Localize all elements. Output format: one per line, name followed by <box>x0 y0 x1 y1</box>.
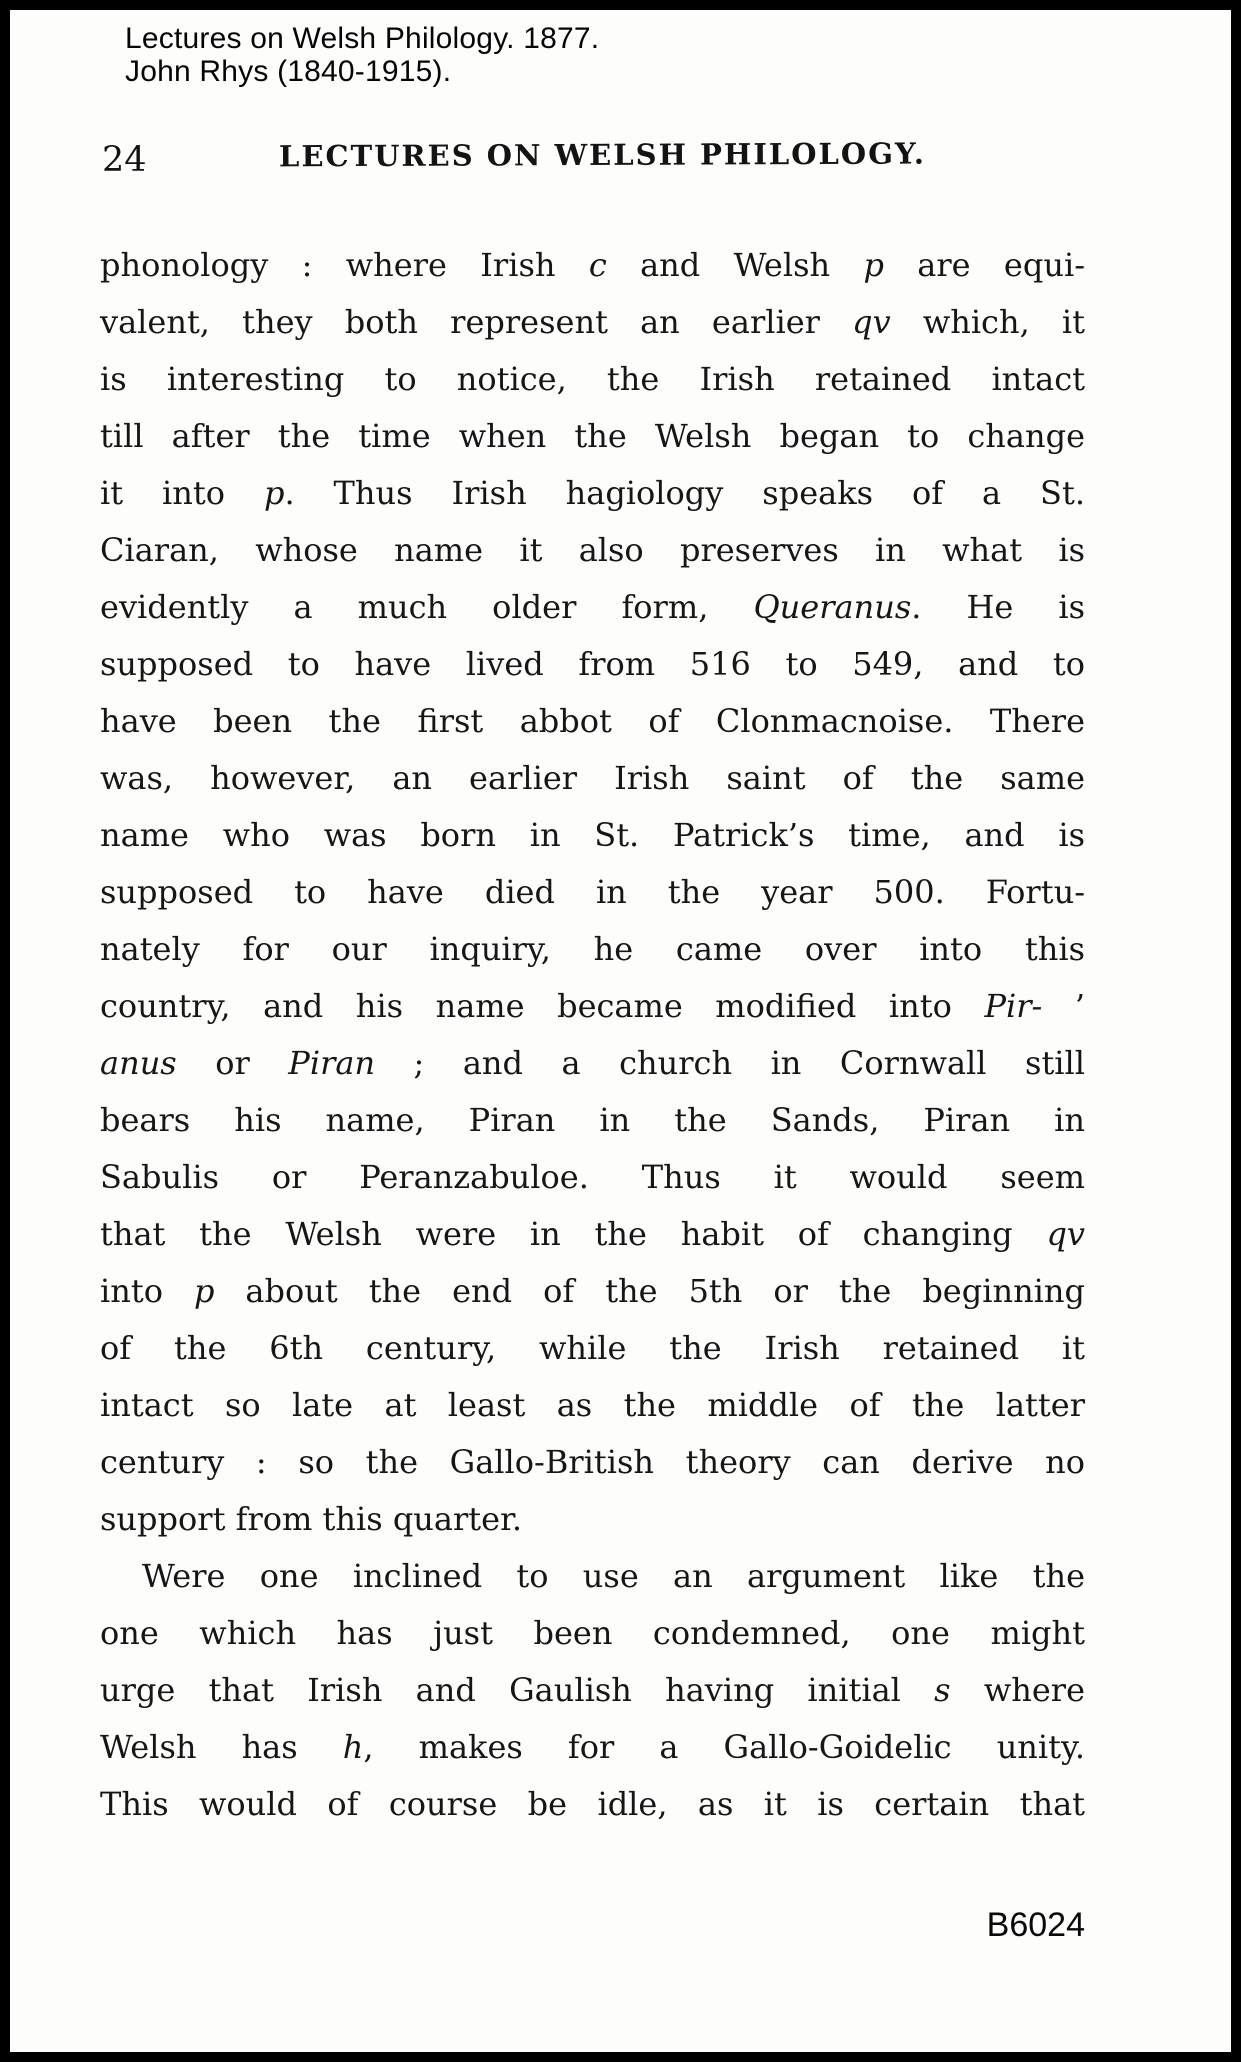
bibliographic-annotation <box>125 22 599 88</box>
text-line: Welsh has h, makes for a Gallo-Goidelic unity. <box>100 1728 1086 1766</box>
text-line: valent, they both represent an earlier qv which, it <box>100 303 1085 341</box>
text-line: one which has just been condemned, one might <box>100 1614 1085 1652</box>
annotation-author-line: John Rhys (1840-1915). <box>125 55 452 88</box>
text-line: into p about the end of the 5th or the beginning <box>100 1272 1086 1310</box>
text-line: This would of course be idle, as it is certain that <box>100 1785 1085 1823</box>
page-footer <box>100 1906 1085 1945</box>
text-line: support from this quarter. <box>100 1500 523 1538</box>
text-line: century : so the Gallo-British theory can derive no <box>100 1443 1085 1481</box>
text-line: nately for our inquiry, he came over into this <box>100 930 1085 968</box>
text-line: that the Welsh were in the habit of changing qv <box>100 1215 1085 1253</box>
running-title: LECTURES ON WELSH PHILOLOGY. <box>278 136 927 174</box>
page-body-text <box>100 237 1085 1833</box>
text-line: it into p. Thus Irish hagiology speaks of a St. <box>100 474 1086 512</box>
text-line: Sabulis or Peranzabuloe. Thus it would seem <box>100 1158 1085 1196</box>
page-header <box>100 138 1085 188</box>
catalog-number: B6024 <box>986 1906 1085 1944</box>
text-line: name who was born in St. Patrick’s time, and is <box>100 816 1085 854</box>
text-line: bears his name, Piran in the Sands, Piran in <box>100 1101 1085 1139</box>
page-number: 24 <box>102 140 147 180</box>
text-line: supposed to have lived from 516 to 549, and to <box>100 645 1085 683</box>
text-line: till after the time when the Welsh began to change <box>100 417 1085 455</box>
text-line: evidently a much older form, Queranus. He is <box>100 588 1086 626</box>
text-line: supposed to have died in the year 500. Fortu- <box>100 873 1085 911</box>
text-line: Were one inclined to use an argument like the <box>142 1557 1085 1595</box>
text-line: was, however, an earlier Irish saint of the same <box>100 759 1085 797</box>
text-line: phonology : where Irish c and Welsh p are equi- <box>100 246 1085 284</box>
text-line: urge that Irish and Gaulish having initial s where <box>100 1671 1086 1709</box>
text-line: anus or Piran ; and a church in Cornwall still <box>100 1044 1086 1082</box>
text-line: of the 6th century, while the Irish retained it <box>100 1329 1085 1367</box>
annotation-title-line: Lectures on Welsh Philology. 1877. <box>125 22 600 55</box>
text-line: intact so late at least as the middle of the latter <box>100 1386 1085 1424</box>
text-line: is interesting to notice, the Irish retained intact <box>100 360 1085 398</box>
text-line: country, and his name became modified into Pir- ’ <box>100 987 1086 1025</box>
text-line: have been the first abbot of Clonmacnoise. There <box>100 702 1085 740</box>
text-line: Ciaran, whose name it also preserves in what is <box>100 531 1085 569</box>
